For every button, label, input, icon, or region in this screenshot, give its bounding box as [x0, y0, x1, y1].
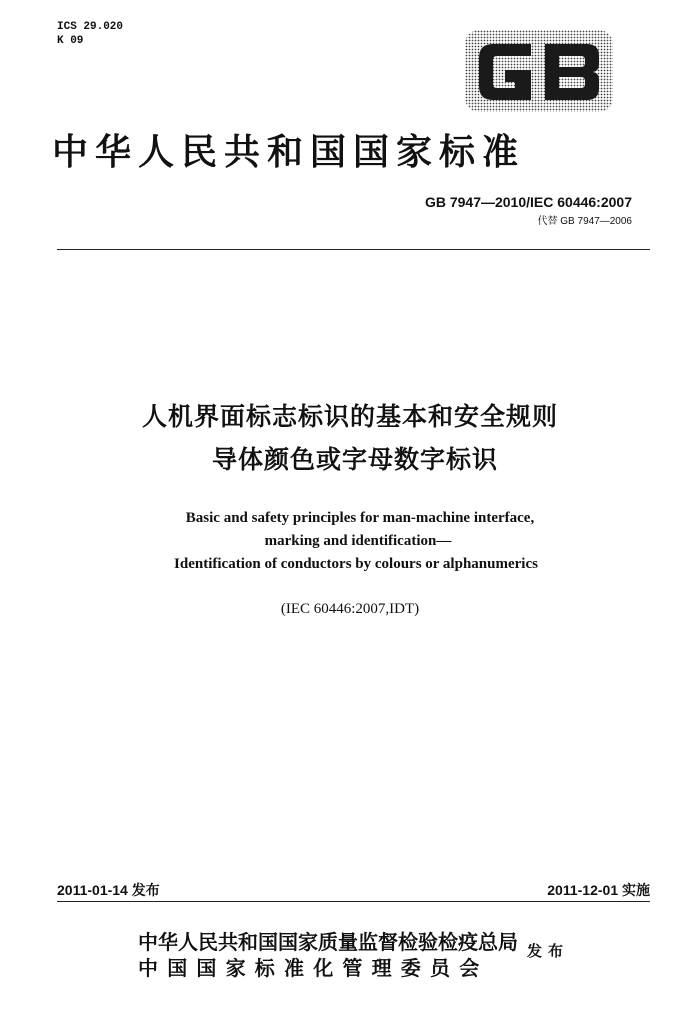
classification-codes — [57, 20, 123, 48]
gb-logo — [465, 30, 613, 112]
implementation-date: 2011-12-01 实施 — [547, 882, 650, 898]
chinese-title-line-2: 导体颜色或字母数字标识 — [211, 445, 498, 474]
adoption-notice: (IEC 60446:2007,IDT) — [280, 601, 420, 617]
issue-label: 发布 — [527, 942, 570, 960]
publication-date: 2011-01-14 发布 — [57, 882, 160, 898]
national-standard-heading: 中华人民共和国国家标准 — [52, 131, 526, 173]
standard-number: GB 7947—2010/IEC 60446:2007 — [424, 194, 632, 210]
english-title-line-3: Identification of conductors by colours or alphanumerics — [174, 556, 538, 572]
chinese-title-line-1: 人机界面标志标识的基本和安全规则 — [141, 402, 558, 431]
english-title-line-2: marking and identification— — [264, 533, 452, 549]
issuer-aqsiq: 中华人民共和国国家质量监督检验检疫总局 — [138, 930, 518, 954]
top-divider — [57, 249, 650, 250]
english-title-line-1: Basic and safety principles for man-machine interface, — [185, 510, 535, 526]
ccs-code: K 09 — [57, 35, 84, 47]
replaces-standard: 代替 GB 7947—2006 — [537, 216, 632, 227]
issuer-sac: 中国国家标准化管理委员会 — [138, 956, 489, 980]
bottom-divider — [57, 901, 650, 902]
ics-code: ICS 29.020 — [57, 21, 124, 33]
